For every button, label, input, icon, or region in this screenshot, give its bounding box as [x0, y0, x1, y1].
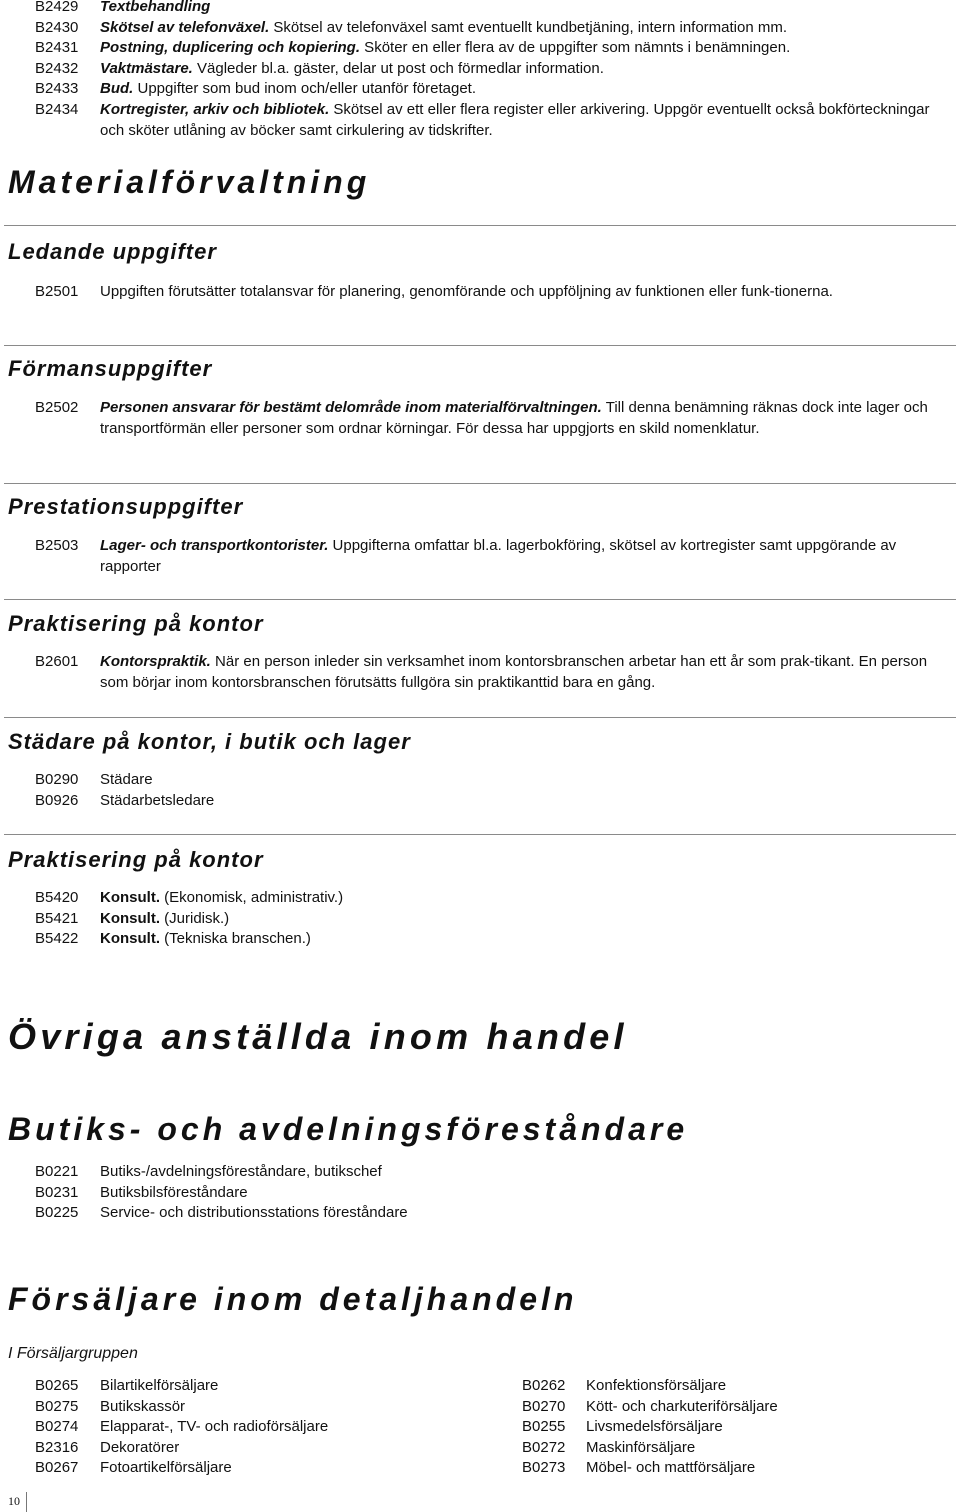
page-number: 10: [8, 1494, 20, 1508]
entry-code: B2432: [35, 59, 79, 77]
entry-text: Service- och distributionsstations föreståndare: [100, 1204, 408, 1222]
entry-code: B2433: [35, 80, 79, 98]
entry-row: [35, 0, 946, 18]
entry-row: [35, 652, 946, 693]
list-item: [35, 1438, 505, 1459]
list-item: [522, 1397, 942, 1418]
divider: [4, 834, 956, 835]
entry-row: [35, 18, 946, 39]
entry-text: Uppgifter som bud inom och/eller utanför företaget.: [133, 80, 477, 98]
entry-row: [35, 1162, 946, 1183]
entry-text: Möbel- och mattförsäljare: [586, 1459, 756, 1477]
entry-text: Bilartikelförsäljare: [100, 1377, 219, 1394]
entry-text: Butiks-/avdelningsföreståndare, butikschef: [100, 1163, 382, 1180]
entry-text: Till denna benämning räknas dock inte lager och transportförmän eller personer som ordnar körningar. För dessa har uppgjorts en skild nomenklatur.: [100, 399, 928, 437]
entry-text: Skötsel av ett eller flera register eller arkivering. Uppgör eventuellt också bokförteckningar och sköter utlåning av böcker samt cirkulering av tidskrifter.: [100, 101, 930, 139]
entry-title: Kortregister, arkiv och bibliotek.: [100, 101, 330, 118]
entry-row: [35, 1203, 946, 1224]
entry-title: Skötsel av telefonväxel.: [100, 18, 270, 36]
entry-code: B0272: [522, 1438, 566, 1456]
entry-text: Sköter en eller flera av de uppgifter som nämnts i benämningen.: [360, 39, 791, 57]
list-item: [35, 1417, 505, 1438]
entry-row: [35, 100, 946, 141]
entry-text: Kött- och charkuteriförsäljare: [586, 1397, 778, 1415]
entry-code: B0265: [35, 1377, 79, 1394]
subheading-forsaljargruppen: I Försäljargruppen: [8, 1345, 138, 1362]
entry-text: (Tekniska branschen.): [160, 930, 311, 948]
entry-title: Bud.: [100, 80, 134, 98]
entry-text: (Ekonomisk, administrativ.): [160, 889, 344, 906]
entry-code: B0231: [35, 1183, 79, 1201]
entry-text: När en person inleder sin verksamhet inom kontorsbranschen arbetar han ett år som prak-tikant. En person som börjar inom kontorsbranschen förutsätts fullgöra sin praktikanttid bara en gång.: [100, 653, 928, 691]
entry-text: Uppgifterna omfattar bl.a. lagerbokföring, skötsel av kortregister samt uppgörande av rapporter: [100, 537, 897, 575]
entry-code: B0225: [35, 1204, 79, 1222]
entry-code: B0290: [35, 771, 79, 788]
entry-row: [35, 398, 946, 439]
entry-row: [35, 929, 946, 950]
entry-title: Konsult.: [100, 930, 160, 948]
divider: [4, 717, 956, 718]
entry-code: B2502: [35, 399, 79, 416]
divider: [4, 599, 956, 600]
entry-title: Textbehandling: [100, 0, 211, 15]
entry-text: Maskinförsäljare: [586, 1438, 696, 1456]
list-item: [35, 1376, 505, 1397]
entry-row: [35, 1183, 946, 1204]
entry-code: B0270: [522, 1397, 566, 1415]
entry-text: Elapparat-, TV- och radioförsäljare: [100, 1418, 329, 1436]
entry-title: Konsult.: [100, 889, 160, 906]
entry-title: Vaktmästare.: [100, 59, 193, 77]
entry-row: [35, 536, 946, 577]
entry-code: B2601: [35, 653, 79, 670]
entry-code: B0275: [35, 1397, 79, 1415]
entry-title: Kontorspraktik.: [100, 653, 211, 670]
entry-row: [35, 79, 946, 100]
list-item: [522, 1376, 942, 1397]
entry-text: Städare: [100, 771, 153, 788]
entry-title: Konsult.: [100, 909, 160, 927]
entry-code: B2434: [35, 101, 79, 118]
entry-title: Lager- och transportkontorister.: [100, 537, 329, 554]
entry-code: B0274: [35, 1418, 79, 1436]
entry-code: B0255: [522, 1418, 566, 1436]
entry-text: Städarbetsledare: [100, 791, 215, 809]
section-heading-butiks: Butiks- och avdelningsföreståndare: [8, 1111, 689, 1147]
subsection-heading-praktik-2: Praktisering på kontor: [8, 847, 264, 872]
entry-row: [35, 909, 946, 930]
entry-code: B2429: [35, 0, 79, 15]
divider: [4, 483, 956, 484]
section-heading-forsaljare: Försäljare inom detaljhandeln: [8, 1281, 578, 1317]
subsection-heading-praktik: Praktisering på kontor: [8, 611, 264, 636]
entry-text: Uppgiften förutsätter totalansvar för planering, genomförande och uppföljning av funktionen eller funk-tionerna.: [100, 283, 833, 300]
entry-text: Vägleder bl.a. gäster, delar ut post och förmedlar information.: [192, 59, 604, 77]
seller-list-right: [522, 1376, 942, 1479]
list-item: [522, 1438, 942, 1459]
subsection-heading-stadare: Städare på kontor, i butik och lager: [8, 729, 411, 754]
section-heading-materialforvaltning: Materialförvaltning: [8, 164, 371, 200]
entry-code: B0926: [35, 791, 79, 809]
entry-code: B2431: [35, 39, 79, 57]
entry-title: Postning, duplicering och kopiering.: [100, 39, 361, 57]
entry-code: B5420: [35, 889, 79, 906]
entry-row: [35, 59, 946, 80]
entry-code: B0221: [35, 1163, 79, 1180]
subsection-heading-forman: Förmansuppgifter: [8, 356, 213, 381]
section-heading-ovriga: Övriga anställda inom handel: [8, 1016, 628, 1057]
entry-title: Personen ansvarar för bestämt delområde inom materialförvaltningen.: [100, 399, 602, 416]
entry-row: [35, 791, 946, 812]
entry-row: [35, 282, 946, 303]
entry-code: B0273: [522, 1459, 566, 1477]
divider: [4, 345, 956, 346]
entry-code: B5422: [35, 930, 79, 948]
entry-text: Dekoratörer: [100, 1438, 180, 1456]
entry-text: Butikskassör: [100, 1397, 186, 1415]
list-item: [522, 1458, 942, 1479]
entry-code: B2316: [35, 1438, 79, 1456]
entry-text: (Juridisk.): [160, 909, 230, 927]
subsection-heading-prestation: Prestationsuppgifter: [8, 494, 244, 519]
list-item: [522, 1417, 942, 1438]
divider: [4, 225, 956, 226]
entry-code: B2430: [35, 18, 79, 36]
entry-code: B0267: [35, 1459, 79, 1477]
list-item: [35, 1458, 505, 1479]
list-item: [35, 1397, 505, 1418]
entry-text: Konfektionsförsäljare: [586, 1377, 727, 1394]
entry-row: [35, 770, 946, 791]
subsection-heading-ledande: Ledande uppgifter: [8, 239, 217, 264]
entry-code: B5421: [35, 909, 79, 927]
entry-text: Butiksbilsföreståndare: [100, 1183, 248, 1201]
entry-code: B2503: [35, 537, 79, 554]
entry-text: Livsmedelsförsäljare: [586, 1418, 723, 1436]
entry-text: Fotoartikelförsäljare: [100, 1459, 232, 1477]
entry-row: [35, 38, 946, 59]
entry-code: B0262: [522, 1377, 566, 1394]
seller-list-left: [35, 1376, 505, 1479]
entry-code: B2501: [35, 283, 79, 300]
entry-row: [35, 888, 946, 909]
page-number-divider: [26, 1492, 27, 1512]
entry-text: Skötsel av telefonväxel samt eventuellt kundbetjäning, intern information mm.: [269, 18, 788, 36]
